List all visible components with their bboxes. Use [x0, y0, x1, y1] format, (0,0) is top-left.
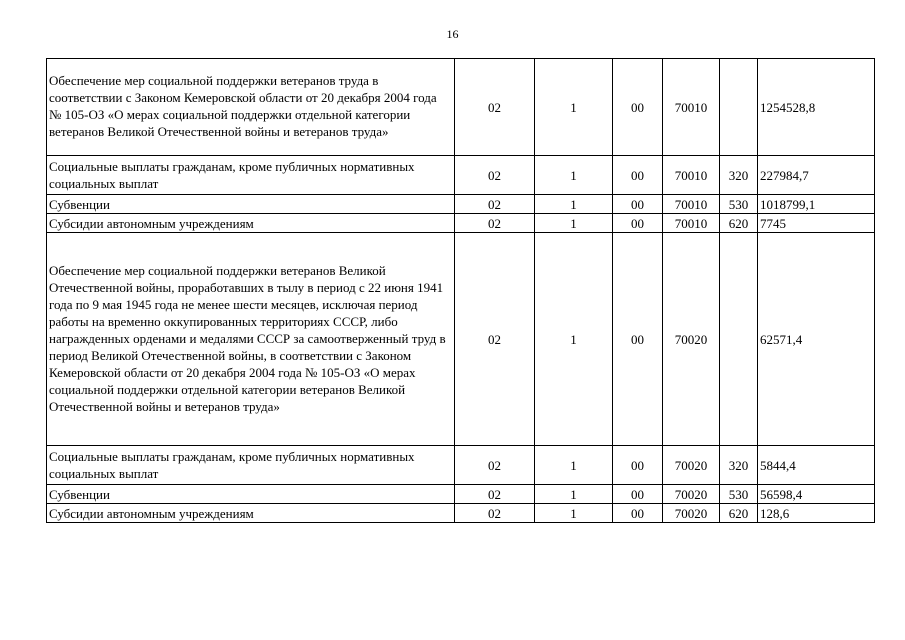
row-name: Обеспечение мер социальной поддержки ветеранов труда в соответствии с Законом Кемеровской области от 20 декабря 2004 года № 105-ОЗ «О мерах социальной поддержки отдельной категории ветеранов Великой Отечественной войны и ветеранов труда» [47, 59, 455, 156]
cell-sum: 128,6 [758, 504, 875, 523]
cell-code1: 00 [613, 504, 663, 523]
cell-vr [720, 59, 758, 156]
cell-pr: 1 [535, 485, 613, 504]
table-row [47, 59, 875, 156]
cell-rz: 02 [455, 504, 535, 523]
cell-code1: 00 [613, 195, 663, 214]
table-row [47, 156, 875, 195]
cell-pr: 1 [535, 59, 613, 156]
cell-sum: 7745 [758, 214, 875, 233]
table-row [47, 504, 875, 523]
cell-code1: 00 [613, 214, 663, 233]
table-row [47, 195, 875, 214]
cell-code2: 70020 [663, 233, 720, 446]
cell-vr: 320 [720, 156, 758, 195]
cell-code2: 70010 [663, 59, 720, 156]
cell-code2: 70020 [663, 446, 720, 485]
cell-code1: 00 [613, 446, 663, 485]
cell-code2: 70010 [663, 195, 720, 214]
cell-code2: 70020 [663, 485, 720, 504]
cell-pr: 1 [535, 214, 613, 233]
cell-code1: 00 [613, 233, 663, 446]
cell-vr: 620 [720, 214, 758, 233]
cell-pr: 1 [535, 233, 613, 446]
cell-code1: 00 [613, 156, 663, 195]
cell-code2: 70010 [663, 214, 720, 233]
cell-vr: 530 [720, 485, 758, 504]
cell-rz: 02 [455, 59, 535, 156]
cell-code2: 70010 [663, 156, 720, 195]
cell-vr: 530 [720, 195, 758, 214]
cell-code2: 70020 [663, 504, 720, 523]
cell-rz: 02 [455, 485, 535, 504]
cell-code1: 00 [613, 59, 663, 156]
row-name: Субвенции [47, 195, 455, 214]
cell-rz: 02 [455, 195, 535, 214]
cell-sum: 5844,4 [758, 446, 875, 485]
row-name: Субвенции [47, 485, 455, 504]
cell-sum: 1254528,8 [758, 59, 875, 156]
cell-pr: 1 [535, 504, 613, 523]
row-name: Социальные выплаты гражданам, кроме публичных нормативных социальных выплат [47, 156, 455, 195]
cell-code1: 00 [613, 485, 663, 504]
cell-vr: 620 [720, 504, 758, 523]
table-row [47, 485, 875, 504]
budget-table [46, 58, 875, 523]
cell-rz: 02 [455, 233, 535, 446]
table-row [47, 446, 875, 485]
cell-pr: 1 [535, 156, 613, 195]
row-name: Обеспечение мер социальной поддержки ветеранов Великой Отечественной войны, проработавших в тылу в период с 22 июня 1941 года по 9 мая 1945 года не менее шести месяцев, исключая период работы на временно оккупированных территориях СССР, либо награжденных орденами и медалями СССР за самоотверженный труд в период Великой Отечественной войны, в соответствии с Законом Кемеровской области от 20 декабря 2004 года № 105-ОЗ «О мерах социальной поддержки отдельной категории ветеранов Великой Отечественной войны и ветеранов труда» [47, 233, 455, 446]
cell-vr [720, 233, 758, 446]
cell-sum: 62571,4 [758, 233, 875, 446]
cell-sum: 56598,4 [758, 485, 875, 504]
cell-sum: 227984,7 [758, 156, 875, 195]
cell-sum: 1018799,1 [758, 195, 875, 214]
row-name: Субсидии автономным учреждениям [47, 504, 455, 523]
row-name: Социальные выплаты гражданам, кроме публичных нормативных социальных выплат [47, 446, 455, 485]
table-row [47, 233, 875, 446]
table-row [47, 214, 875, 233]
cell-rz: 02 [455, 446, 535, 485]
cell-rz: 02 [455, 156, 535, 195]
cell-rz: 02 [455, 214, 535, 233]
row-name: Субсидии автономным учреждениям [47, 214, 455, 233]
cell-pr: 1 [535, 446, 613, 485]
cell-vr: 320 [720, 446, 758, 485]
page-number: 16 [446, 27, 459, 41]
cell-pr: 1 [535, 195, 613, 214]
